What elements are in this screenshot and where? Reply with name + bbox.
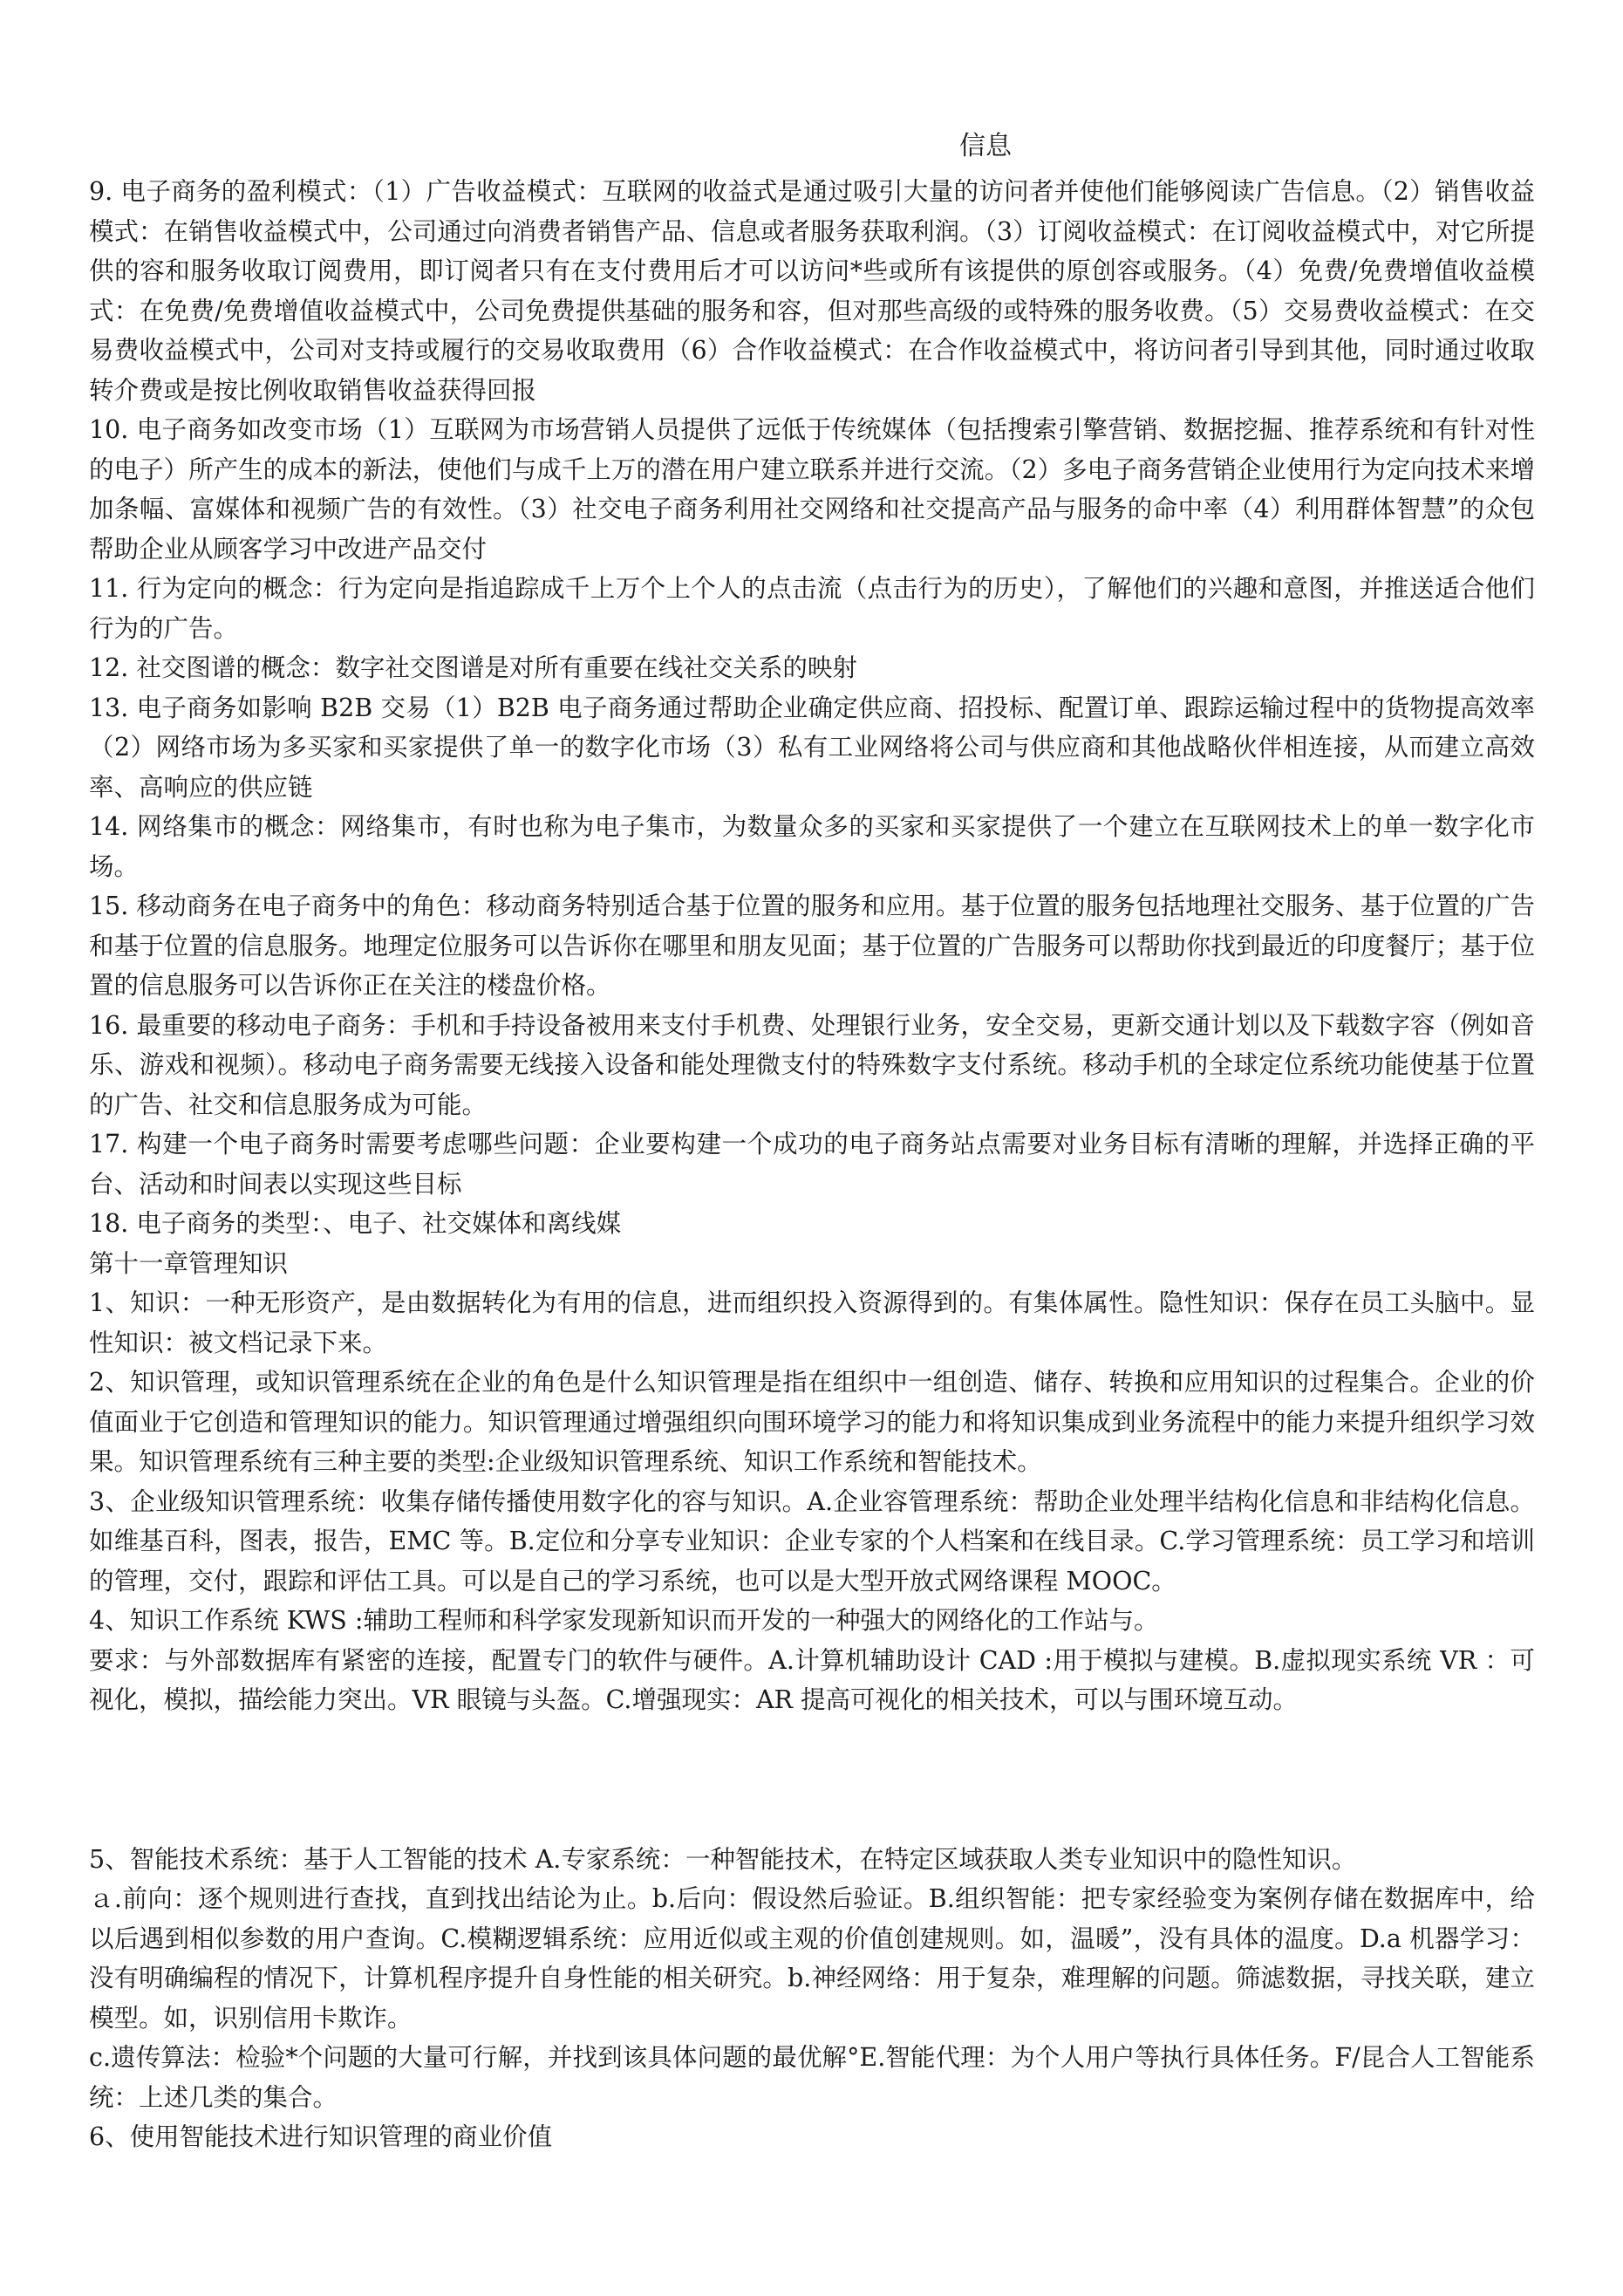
paragraph-requirements: 要求：与外部数据库有紧密的连接，配置专门的软件与硬件。A.计算机辅助设计 CAD :用于模拟与建模。B.虚拟现实系统 VR ：可视化，模拟，描绘能力突出。VR 眼镜与头盔。C.增强现实：AR 提高可视化的相关技术，可以与围环境互动。 [89,1645,1535,1714]
paragraph-13-b2b: 13. 电子商务如影响 B2B 交易（1）B2B 电子商务通过帮助企业确定供应商、招投标、配置订单、跟踪运输过程中的货物提高效率（2）网络市场为多买家和买家提供了单一的数字化市场（3）私有工业网络将公司与供应商和其他战略伙伴相连接，从而建立高效率、高响应的供应链 [89,693,1535,802]
chapter-heading: 第十一章管理知识 [89,1248,289,1278]
paragraph-10-market-change: 10. 电子商务如改变市场（1）互联网为市场营销人员提供了远低于传统媒体（包括搜索引擎营销、数据挖掘、推荐系统和有针对性的电子）所产生的成本的新法，使他们与成千上万的潜在用户建立联系并进行交流。（2）多电子商务营销企业使用行为定向技术来增加条幅、富媒体和视频广告的有效性。（3）社交电子商务利用社交网络和社交提高产品与服务的命中率（4）利用群体智慧”的众包帮助企业从顾客学习中改进产品交付 [89,415,1535,564]
paragraph-expert-systems: ａ.前向：逐个规则进行查找，直到找出结论为止。b.后向：假设然后验证。B.组织智能：把专家经验变为案例存储在数据库中，给以后遇到相似参数的用户查询。C.模糊逻辑系统：应用近似或主观的价值创建规则。如，温暖”，没有具体的温度。D.a 机器学习：没有明确编程的情况下，计算机程序提升自身性能的相关研究。b.神经网络：用于复杂，难理解的问题。筛滤数据，寻找关联，建立模型。如，识别信用卡欺诈。 [89,1884,1535,2033]
paragraph-enterprise-km: 3、企业级知识管理系统：收集存储传播使用数字化的容与知识。A.企业容管理系统：帮助企业处理半结构化信息和非结构化信息。如维基百科，图表，报告，EMC 等。B.定位和分享专业知识：企业专家的个人档案和在线目录。C.学习管理系统：员工学习和培训的管理，交付，跟踪和评估工具。可以是自己的学习系统，也可以是大型开放式网络课程 MOOC。 [89,1486,1535,1596]
paragraph-intelligent-techniques: 5、智能技术系统：基于人工智能的技术 A.专家系统：一种智能技术，在特定区域获取人类专业知识中的隐性知识。 [89,1844,1357,1874]
paragraph-business-value: 6、使用智能技术进行知识管理的商业价值 [89,2122,553,2151]
document-body [89,172,1535,2157]
paragraph-17-building-ecommerce: 17. 构建一个电子商务时需要考虑哪些问题：企业要构建一个成功的电子商务站点需要对业务目标有清晰的理解，并选择正确的平台、活动和时间表以实现这些目标 [89,1130,1535,1199]
paragraph-9-profit-models: 9. 电子商务的盈利模式：（1）广告收益模式：互联网的收益式是通过吸引大量的访问者并使他们能够阅读广告信息。（2）销售收益模式：在销售收益模式中，公司通过向消费者销售产品、信息或者服务获取利润。（3）订阅收益模式：在订阅收益模式中，对它所提供的容和服务收取订阅费用，即订阅者只有在支付费用后才可以访问*些或所有该提供的原创容或服务。（4）免费/免费增值收益模式：在免费/免费增值收益模式中，公司免费提供基础的服务和容，但对那些高级的或特殊的服务收费。（5）交易费收益模式：在交易费收益模式中，公司对支持或履行的交易收取费用（6）合作收益模式：在合作收益模式中，将访问者引导到其他，同时通过收取转介费或是按比例收取销售收益获得回报 [89,177,1535,405]
section-gap [89,1720,1535,1840]
paragraph-14-net-marketplace: 14. 网络集市的概念：网络集市，有时也称为电子集市，为数量众多的买家和买家提供了一个建立在互联网技术上的单一数字化市场。 [89,812,1535,881]
paragraph-knowledge: 1、知识：一种无形资产，是由数据转化为有用的信息，进而组织投入资源得到的。有集体属性。隐性知识：保存在员工头脑中。显性知识：被文档记录下来。 [89,1288,1535,1357]
paragraph-15-mobile-commerce: 15. 移动商务在电子商务中的角色：移动商务特别适合基于位置的服务和应用。基于位置的服务包括地理社交服务、基于位置的广告和基于位置的信息服务。地理定位服务可以告诉你在哪里和朋友见面；基于位置的广告服务可以帮助你找到最近的印度餐厅；基于位置的信息服务可以告诉你正在关注的楼盘价格。 [89,892,1535,1000]
paragraph-16-mobile-ecommerce: 16. 最重要的移动电子商务：手机和手持设备被用来支付手机费、处理银行业务，安全交易，更新交通计划以及下载数字容（例如音乐、游戏和视频）。移动电子商务需要无线接入设备和能处理微支付的特殊数字支付系统。移动手机的全球定位系统功能使基于位置的广告、社交和信息服务成为可能。 [89,1010,1535,1119]
paragraph-kws: 4、知识工作系统 KWS :辅助工程师和科学家发现新知识而开发的一种强大的网络化的工作站与。 [89,1606,1159,1635]
paragraph-genetic-algorithms: c.遗传算法：检验*个问题的大量可行解，并找到该具体问题的最优解°E.智能代理：为个人用户等执行具体任务。F/昆合人工智能系统：上述几类的集合。 [89,2043,1535,2112]
paragraph-knowledge-management: 2、知识管理，或知识管理系统在企业的角色是什么知识管理是指在组织中一组创造、储存、转换和应用知识的过程集合。企业的价值面业于它创造和管理知识的能力。知识管理通过增强组织向围环境学习的能力和将知识集成到业务流程中的能力来提升组织学习效果。知识管理系统有三种主要的类型:企业级知识管理系统、知识工作系统和智能技术。 [89,1368,1535,1476]
paragraph-11-behavioral-targeting: 11. 行为定向的概念：行为定向是指追踪成千上万个上个人的点击流（点击行为的历史），了解他们的兴趣和意图，并推送适合他们行为的广告。 [89,574,1535,643]
paragraph-18-types: 18. 电子商务的类型：、电子、社交媒体和离线媒 [89,1209,622,1238]
page-header: 信息 [959,131,1012,161]
paragraph-12-social-graph: 12. 社交图谱的概念：数字社交图谱是对所有重要在线社交关系的映射 [89,653,857,682]
